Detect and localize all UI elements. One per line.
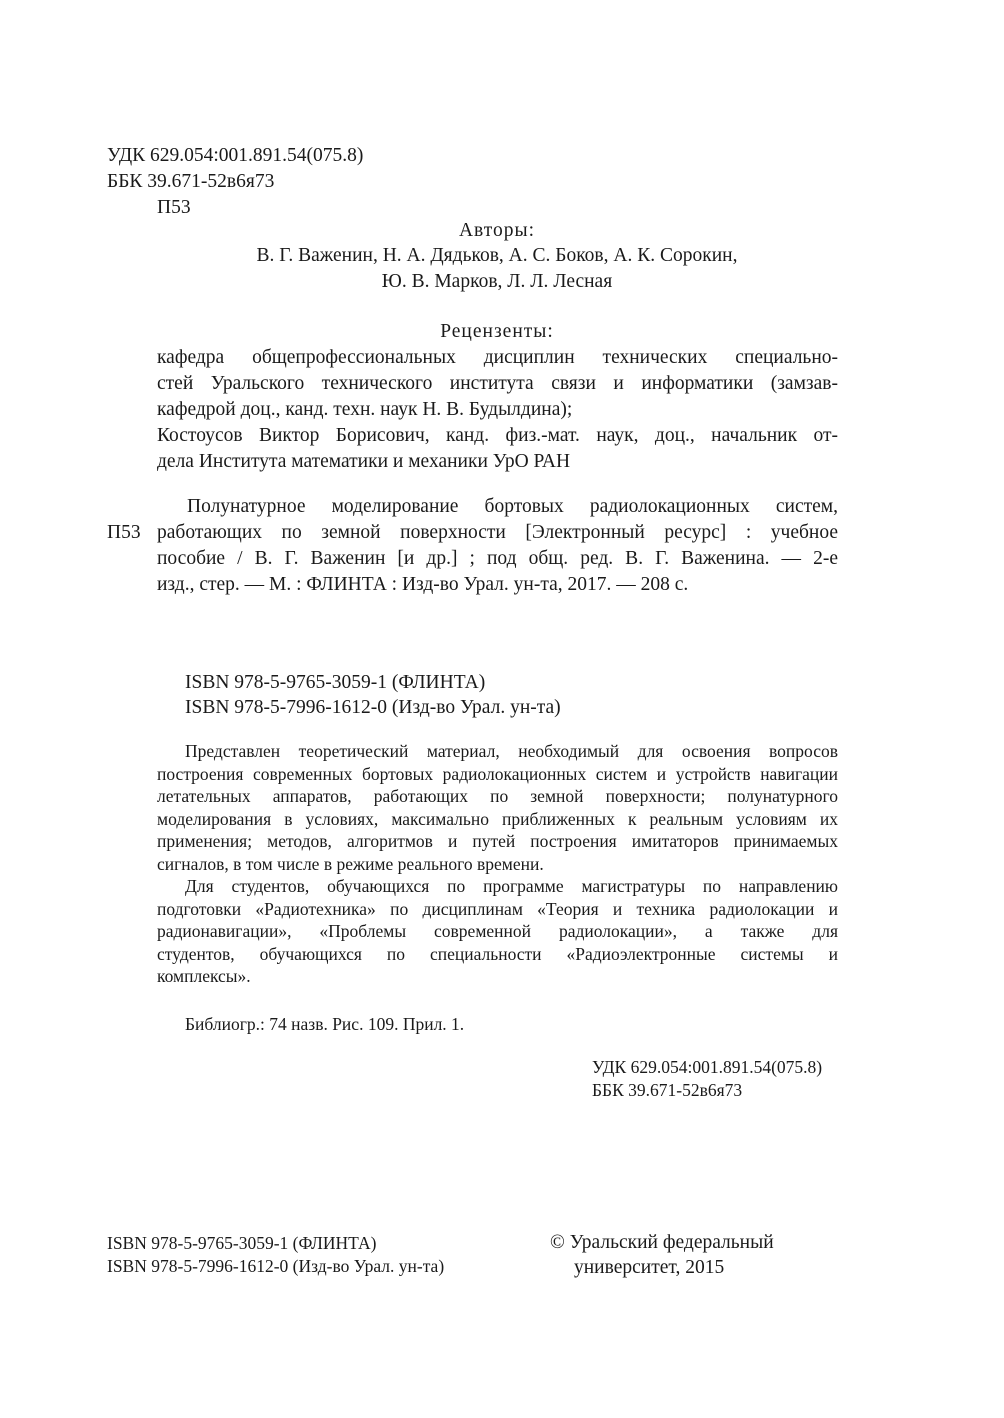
copyright-line-1: © Уральский федеральный (550, 1232, 774, 1253)
reviewers-label: Рецензенты: (440, 321, 554, 342)
annotation-line: моделирования в условиях, максимально приближенных к реальным условиям их (157, 808, 838, 829)
udk-code-repeat: УДК 629.054:001.891.54(075.8) (592, 1057, 823, 1077)
author-mark: П53 (157, 197, 191, 218)
isbn-flinta: ISBN 978-5-9765-3059-1 (ФЛИНТА) (185, 672, 486, 693)
annotation-line: студентов, обучающихся по специальности «Радиоэлектронные системы и (157, 943, 838, 964)
footer-isbn-ural: ISBN 978-5-7996-1612-0 (Изд-во Урал. ун-та) (107, 1256, 445, 1276)
annotation-line: летательных аппаратов, работающих по земной поверхности; полунатурного (157, 786, 838, 806)
bibliography-note: Библиогр.: 74 назв. Рис. 109. Прил. 1. (185, 1014, 465, 1034)
bibliographic-line: изд., стер. — М. : ФЛИНТА : Изд-во Урал. ун-та, 2017. — 208 с. (157, 574, 689, 595)
reviewer-line: дела Института математики и механики УрО РАН (157, 451, 571, 472)
authors-line-2: Ю. В. Марков, Л. Л. Лесная (381, 271, 613, 292)
annotation-paragraph-1 (157, 740, 838, 875)
bibliographic-line: пособие / В. Г. Важенин [и др.] ; под общ. ред. В. Г. Важенина. — 2-е (157, 548, 838, 569)
annotation-line: подготовки «Радиотехника» по дисциплинам «Теория и техника радиолокации и (157, 898, 838, 919)
bibliographic-line: работающих по земной поверхности [Электронный ресурс] : учебное (157, 522, 838, 543)
bbk-code-repeat: ББК 39.671-52в6я73 (592, 1080, 743, 1100)
reviewer-line: Костоусов Виктор Борисович, канд. физ.-мат. наук, доц., начальник от- (157, 425, 838, 446)
annotation-line: применения; методов, алгоритмов и путей построения имитаторов принимаемых (157, 831, 838, 851)
annotation-line: Для студентов, обучающихся по программе магистратуры по направлению (185, 876, 838, 896)
bbk-code: ББК 39.671-52в6я73 (107, 171, 275, 192)
annotation-line: радионавигации», «Проблемы современной радиолокации», а также для (157, 921, 838, 941)
authors-line-1: В. Г. Важенин, Н. А. Дядьков, А. С. Боков, А. К. Сорокин, (256, 245, 738, 266)
bibliographic-description (157, 494, 838, 598)
reviewer-line: кафедрой доц., канд. техн. наук Н. В. Будылдина); (157, 399, 573, 420)
bibliographic-code: П53 (107, 522, 141, 543)
reviewers-text (157, 345, 838, 475)
authors-label: Авторы: (458, 220, 536, 241)
reviewer-line: кафедра общепрофессиональных дисциплин технических специально- (157, 347, 838, 368)
annotation-line: комплексы». (157, 966, 251, 986)
annotation-paragraph-2 (157, 875, 838, 988)
isbn-ural: ISBN 978-5-7996-1612-0 (Изд-во Урал. ун-та) (185, 697, 561, 718)
annotation-line: построения современных бортовых радиолокационных систем и устройств навигации (157, 763, 838, 784)
bibliographic-line: Полунатурное моделирование бортовых радиолокационных систем, (187, 496, 838, 517)
udk-code: УДК 629.054:001.891.54(075.8) (107, 145, 364, 166)
reviewer-line: стей Уральского технического института связи и информатики (замзав- (157, 373, 838, 394)
copyright-line-2: университет, 2015 (574, 1257, 725, 1278)
footer-isbn-flinta: ISBN 978-5-9765-3059-1 (ФЛИНТА) (107, 1233, 377, 1253)
annotation-line: Представлен теоретический материал, необходимый для освоения вопросов (185, 741, 838, 761)
annotation-line: сигналов, в том числе в режиме реального времени. (157, 853, 544, 874)
